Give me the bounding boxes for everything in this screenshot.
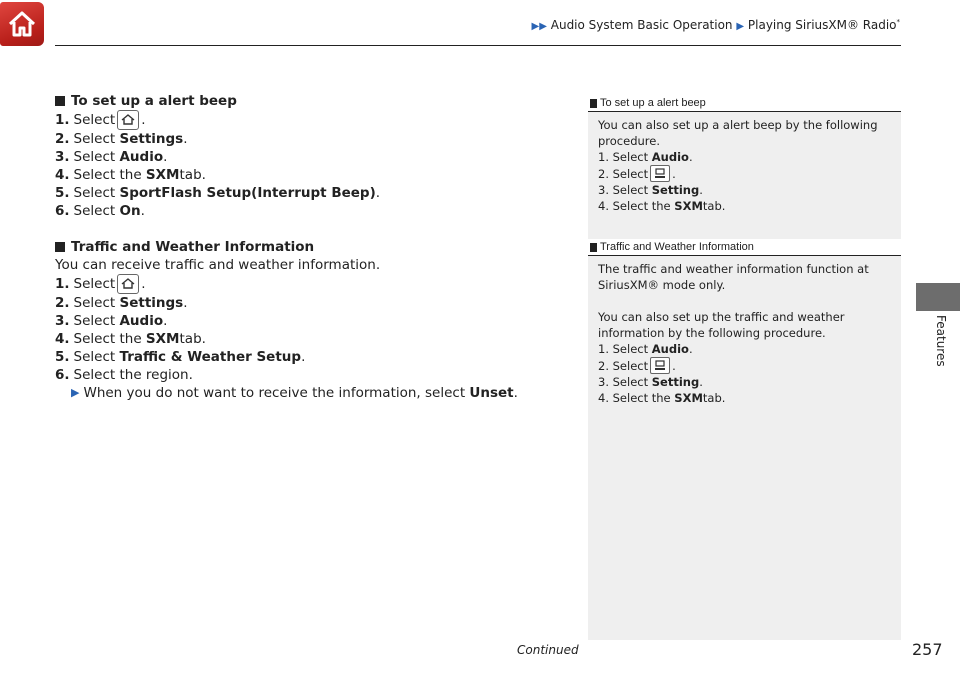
home-button-icon [117,274,139,294]
arrow-icon: ▶ [736,21,745,32]
home-button-icon [117,110,139,130]
main-content [55,92,575,402]
step: 3. Select Audio . [55,149,168,165]
note-title: To set up a alert beep [588,95,901,112]
square-bullet-icon [55,96,65,106]
note-marker-icon [590,243,597,252]
step: 1. Select . [55,112,146,128]
step: 5. Select Traffic & Weather Setup . [55,349,306,365]
home-icon [6,8,38,40]
section-title: Traffic and Weather Information [55,238,575,256]
step: 2. Select Settings . [55,131,188,147]
sidebar-notes [588,95,901,640]
step: 6. Select On . [55,203,145,219]
arrow-icon: ▶ [71,386,80,399]
step: 3. Select Audio . [55,313,168,329]
step: 4. Select the SXM tab. [55,331,206,347]
menu-button-icon [650,165,670,182]
asterisk: * [896,18,900,26]
menu-button-icon [650,357,670,374]
note-alert-beep: To set up a alert beep You can also set up a alert beep by the following procedure. 1. Select Audio . 2. Select . 3. Select Setting . 4. Select the SXM tab. [588,95,901,214]
continued-label: Continued [517,643,579,657]
section-title: To set up a alert beep [55,92,575,110]
side-tab-label: Features [934,315,948,367]
sub-note: ▶ When you do not want to receive the information, select Unset . [71,385,518,401]
step: 1. Select . [55,276,146,292]
arrow-icon: ▶▶ [531,21,547,32]
note-title: Traffic and Weather Information [588,239,901,256]
square-bullet-icon [55,242,65,252]
breadcrumb [532,18,900,32]
header-rule [55,45,901,46]
note-traffic-weather: Traffic and Weather Information The traffic and weather information function at SiriusXM® mode only. You can also set up the traffic and weather information by the following procedure. 1. Select Audio . 2. Select . 3. Select Setting . 4. Select the SXM tab. [588,239,901,406]
breadcrumb-item[interactable]: Playing SiriusXM® Radio [747,18,897,32]
step: 5. Select SportFlash Setup(Interrupt Beep) . [55,185,381,201]
home-tile[interactable] [0,2,44,46]
step: 6. Select the region. [55,367,193,383]
step: 2. Select Settings . [55,295,188,311]
intro-text: You can receive traffic and weather information. [55,257,381,273]
breadcrumb-item[interactable]: Audio System Basic Operation [550,18,733,32]
page-number: 257 [912,640,943,659]
note-marker-icon [590,99,597,108]
side-tab-marker [916,283,960,311]
step: 4. Select the SXM tab. [55,167,206,183]
